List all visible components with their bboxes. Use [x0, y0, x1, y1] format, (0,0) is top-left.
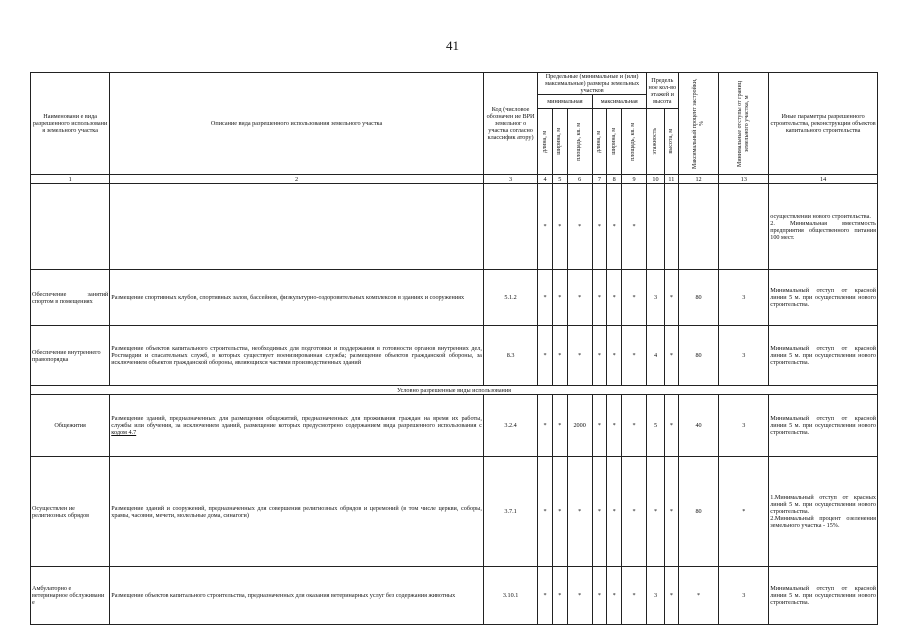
vri-description: Размещение зданий, предназначенных для размещения общежитий, предназначенных для проживания граждан на время их работы, службы или обучения, за исключением зданий, размещение которых предусмотрено содержанием вида разрешенного использования с кодом 4.7 [110, 395, 484, 457]
height-value: * [665, 395, 679, 457]
section-row [31, 386, 878, 395]
header-vri-code: Код (числовое обозначен ие ВРИ земельног о участка согласно классифик атору) [483, 73, 537, 175]
column-number: 9 [622, 175, 647, 184]
height-value: * [665, 326, 679, 386]
max-length-value: * [592, 567, 607, 625]
max-length-value: * [592, 326, 607, 386]
column-number: 1 [31, 175, 110, 184]
other-params [769, 270, 878, 326]
min-area-value: * [567, 326, 592, 386]
max-area-value: * [622, 184, 647, 270]
vri-code: 5.1.2 [483, 270, 537, 326]
max-area-value: * [622, 567, 647, 625]
max-width-value: * [607, 326, 622, 386]
header-maximum: максимальная [592, 95, 646, 109]
zoning-table [30, 72, 878, 625]
other-params-line: 2. Минимальная вместимость предприятия общественного питания 100 мест. [770, 219, 876, 241]
height-value: * [665, 270, 679, 326]
code-link[interactable]: кодом 4.7 [111, 429, 137, 436]
min-length-value: * [538, 457, 553, 567]
other-params-line: 2.Минимальный процент озеленения земельного участка - 15%. [770, 515, 876, 529]
table-row [31, 184, 878, 270]
max-area-value: * [622, 457, 647, 567]
max-width-value: * [607, 270, 622, 326]
setback-value: * [719, 457, 769, 567]
max-length-value: * [592, 395, 607, 457]
header-height: высота, м [665, 109, 679, 175]
header-vri-description: Описание вида разрешенного использования земельного участка [110, 73, 484, 175]
column-number: 7 [592, 175, 607, 184]
floors-value: 3 [646, 567, 664, 625]
setback-value: 3 [719, 270, 769, 326]
column-number: 11 [665, 175, 679, 184]
max-width-value: * [607, 184, 622, 270]
column-number: 8 [607, 175, 622, 184]
other-params [769, 184, 878, 270]
setback-value: 3 [719, 567, 769, 625]
max-area-value: * [622, 270, 647, 326]
header-floors: этажность [646, 109, 664, 175]
table-row [31, 326, 878, 386]
vri-description: Размещение объектов капитального строительства, необходимых для подготовки и поддержания в готовности органов внутренних дел, Росгвардии и спасательных служб, в которых существует военизированная служба; размещение объектов гражданской обороны, за исключением объектов гражданской обороны, являющихся частями производственных зданий [110, 326, 484, 386]
max-length-value: * [592, 270, 607, 326]
floors-value: 4 [646, 326, 664, 386]
column-number: 5 [552, 175, 567, 184]
setback-value: 3 [719, 326, 769, 386]
max-area-value: * [622, 326, 647, 386]
other-params [769, 567, 878, 625]
max-width-value: * [607, 395, 622, 457]
min-length-value: * [538, 395, 553, 457]
vri-code [483, 184, 537, 270]
header-min-length: длина, м [538, 109, 553, 175]
column-number: 3 [483, 175, 537, 184]
max-length-value: * [592, 184, 607, 270]
min-area-value: * [567, 184, 592, 270]
other-params-line: 1.Минимальный отступ от красных линий 5 м. при осуществлении нового строительства. [770, 494, 876, 515]
vri-name: Осуществлен ие религиозных обрядов [31, 457, 110, 567]
vri-description: Размещение спортивных клубов, спортивных залов, бассейнов, физкультурно-оздоровительных комплексов в зданиях и сооружениях [110, 270, 484, 326]
build-percent-value [678, 184, 719, 270]
header-minimum: минимальная [538, 95, 592, 109]
height-value: * [665, 457, 679, 567]
build-percent-value: 40 [678, 395, 719, 457]
vri-description [110, 184, 484, 270]
other-params-line: Минимальный отступ от красной линии 5 м. при осуществлении нового строительства. [770, 415, 876, 436]
min-length-value: * [538, 567, 553, 625]
vri-description: Размещение объектов капитального строительства, предназначенных для оказания ветеринарных услуг без содержания животных [110, 567, 484, 625]
min-length-value: * [538, 270, 553, 326]
column-number: 6 [567, 175, 592, 184]
column-number: 14 [769, 175, 878, 184]
build-percent-value: * [678, 567, 719, 625]
min-area-value: 2000 [567, 395, 592, 457]
min-area-value: * [567, 457, 592, 567]
header-other-params: Иные параметры разрешенного строительства, реконструкции объектов капитального строительства [769, 73, 878, 175]
vri-code: 3.10.1 [483, 567, 537, 625]
table-row [31, 270, 878, 326]
height-value [665, 184, 679, 270]
column-number: 4 [538, 175, 553, 184]
build-percent-value: 80 [678, 270, 719, 326]
header-floor-limits: Предель ное кол-во этажей и высота [646, 73, 678, 109]
header-min-width: ширина, м [552, 109, 567, 175]
setback-value [719, 184, 769, 270]
max-width-value: * [607, 457, 622, 567]
header-vri-name: Наименовани е вида разрешенного использовани я земельного участка [31, 73, 110, 175]
vri-name: Обеспечение занятий спортом в помещениях [31, 270, 110, 326]
min-width-value: * [552, 270, 567, 326]
min-area-value: * [567, 270, 592, 326]
min-length-value: * [538, 326, 553, 386]
vri-name: Амбулаторно е ветеринарное обслуживани е [31, 567, 110, 625]
min-width-value: * [552, 395, 567, 457]
max-width-value: * [607, 567, 622, 625]
floors-value [646, 184, 664, 270]
other-params-line: Минимальный отступ от красной линии 5 м. при осуществлении нового строительства. [770, 345, 876, 366]
column-number: 2 [110, 175, 484, 184]
header-min-area: площадь, кв. м [567, 109, 592, 175]
build-percent-value: 80 [678, 326, 719, 386]
vri-code: 3.7.1 [483, 457, 537, 567]
vri-description: Размещение зданий и сооружений, предназначенных для совершения религиозных обрядов и церемоний (в том числе церкви, соборы, храмы, часовни, мечети, молельные дома, синагоги) [110, 457, 484, 567]
min-area-value: * [567, 567, 592, 625]
header-max-length: длина, м [592, 109, 607, 175]
table-row [31, 395, 878, 457]
floors-value: * [646, 457, 664, 567]
column-number-row [31, 175, 878, 184]
other-params-line: Минимальный отступ от красной линии 5 м. при осуществлении нового строительства. [770, 585, 876, 606]
floors-value: 3 [646, 270, 664, 326]
vri-code: 8.3 [483, 326, 537, 386]
min-width-value: * [552, 567, 567, 625]
header-plot-size-group: Предельные (минимальные и (или) максимальные) размеры земельных участков [538, 73, 647, 95]
header-max-area: площадь, кв. м [622, 109, 647, 175]
other-params [769, 457, 878, 567]
other-params [769, 326, 878, 386]
other-params-line: Минимальный отступ от красной линии 5 м. при осуществлении нового строительства. [770, 287, 876, 308]
setback-value: 3 [719, 395, 769, 457]
column-number: 10 [646, 175, 664, 184]
other-params [769, 395, 878, 457]
section-title: Условно разрешенные виды использования [31, 386, 878, 395]
table-row [31, 457, 878, 567]
header-build-percent: Максимальный процент застройки, % [678, 73, 719, 175]
page-number: 41 [446, 38, 459, 53]
vri-name [31, 184, 110, 270]
column-number: 13 [719, 175, 769, 184]
height-value: * [665, 567, 679, 625]
max-area-value: * [622, 395, 647, 457]
header-max-width: ширина, м [607, 109, 622, 175]
column-number: 12 [678, 175, 719, 184]
table-row [31, 567, 878, 625]
other-params-line: осуществлении нового строительства. [770, 212, 871, 220]
floors-value: 5 [646, 395, 664, 457]
build-percent-value: 80 [678, 457, 719, 567]
max-length-value: * [592, 457, 607, 567]
min-width-value: * [552, 184, 567, 270]
vri-name: Обеспечение внутреннего правопорядка [31, 326, 110, 386]
min-width-value: * [552, 457, 567, 567]
min-length-value: * [538, 184, 553, 270]
header-min-setbacks: Минимальные отступы от границ земельного участка, м [719, 73, 769, 175]
vri-code: 3.2.4 [483, 395, 537, 457]
vri-name: Общежития [31, 395, 110, 457]
min-width-value: * [552, 326, 567, 386]
